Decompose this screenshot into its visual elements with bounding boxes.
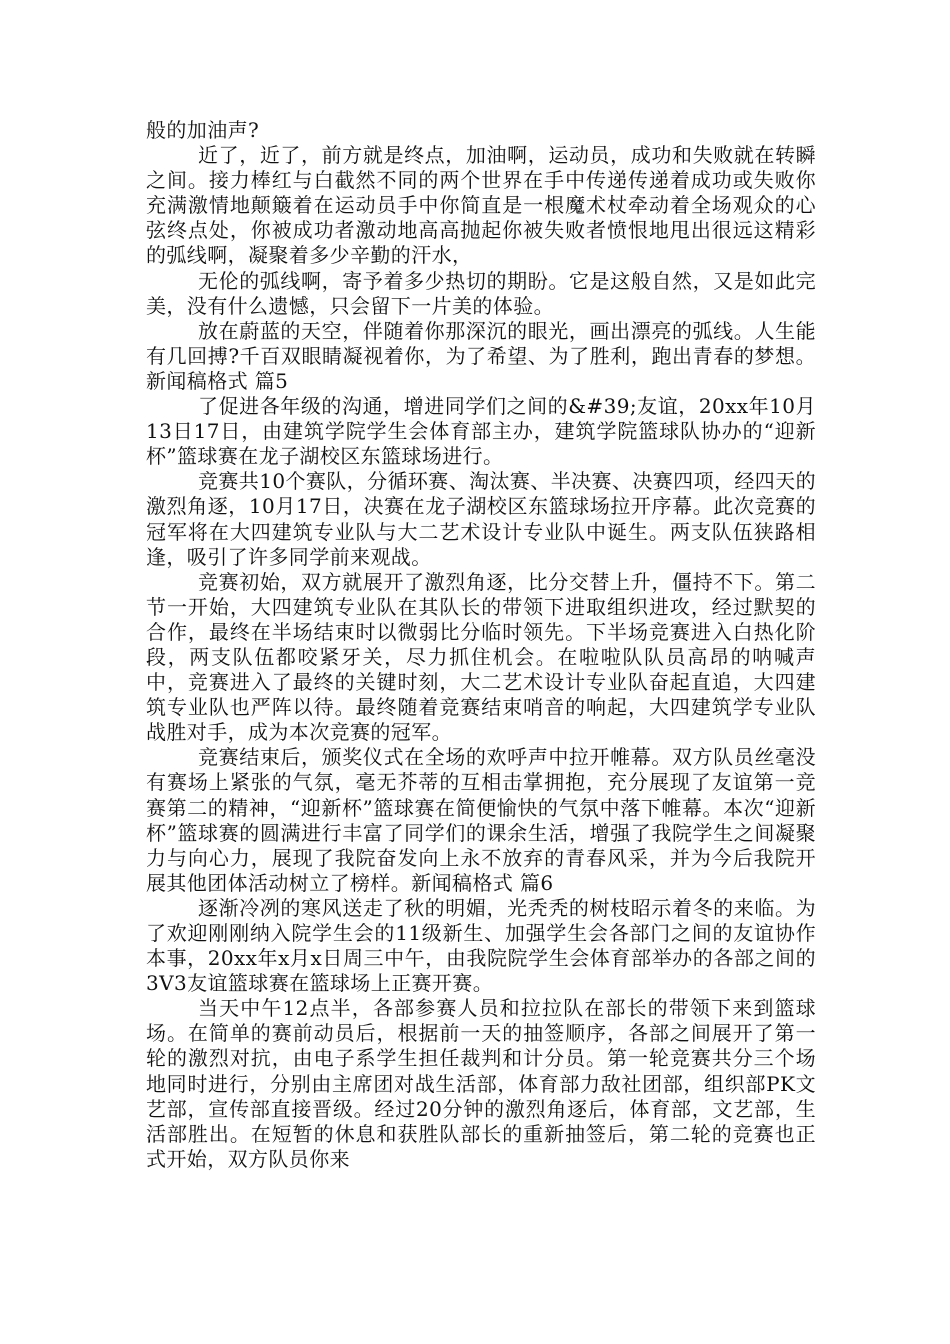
paragraph: 无伦的弧线啊，寄予着多少热切的期盼。它是这般自然，又是如此完美，没有什么遗憾，只会留下一片美的体验。 (146, 268, 816, 318)
paragraph: 竞赛结束后，颁奖仪式在全场的欢呼声中拉开帷幕。双方队员丝毫没有赛场上紧张的气氛，毫无芥蒂的互相击掌拥抱，充分展现了友谊第一竞赛第二的精神，“迎新杯”篮球赛在简便愉快的气氛中落下帷幕。本次“迎新杯”篮球赛的圆满进行丰富了同学们的课余生活，增强了我院学生之间凝聚力与向心力，展现了我院奋发向上永不放弃的青春风采，并为今后我院开展其他团体活动树立了榜样。新闻稿格式 篇6 (146, 745, 816, 895)
paragraph: 逐渐冷冽的寒风送走了秋的明媚，光秃秃的树枝昭示着冬的来临。为了欢迎刚刚纳入院学生会的11级新生、加强学生会各部门之间的友谊协作本事，20xx年x月x日周三中午，由我院院学生会体育部举办的各部之间的3V3友谊篮球赛在篮球场上正赛开赛。 (146, 895, 816, 996)
paragraph: 放在蔚蓝的天空，伴随着你那深沉的眼光，画出漂亮的弧线。人生能有几回搏?千百双眼睛凝视着你，为了希望、为了胜利，跑出青春的梦想。新闻稿格式 篇5 (146, 318, 816, 393)
paragraph: 竞赛共10个赛队，分循环赛、淘汰赛、半决赛、决赛四项，经四天的激烈角逐，10月17日，决赛在龙子湖校区东篮球场拉开序幕。此次竞赛的冠军将在大四建筑专业队与大二艺术设计专业队中诞生。两支队伍狭路相逢，吸引了许多同学前来观战。 (146, 469, 816, 569)
paragraph: 当天中午12点半，各部参赛人员和拉拉队在部长的带领下来到篮球场。在简单的赛前动员后，根据前一天的抽签顺序，各部之间展开了第一轮的激烈对抗，由电子系学生担任裁判和计分员。第一轮竞赛共分三个场地同时进行，分别由主席团对战生活部，体育部力敌社团部，组织部PK文艺部，宣传部直接晋级。经过20分钟的激烈角逐后，体育部，文艺部，生活部胜出。在短暂的休息和获胜队部长的重新抽签后，第二轮的竞赛也正式开始，双方队员你来 (146, 996, 816, 1171)
paragraph: 近了，近了，前方就是终点，加油啊，运动员，成功和失败就在转瞬之间。接力棒红与白截然不同的两个世界在手中传递传递着成功或失败你充满激情地颠簸着在运动员手中你简直是一根魔术杖牵动着全场观众的心弦终点处，你被成功者激动地高高抛起你被失败者愤恨地甩出很远这精彩的弧线啊，凝聚着多少辛勤的汗水， (146, 143, 816, 268)
paragraph: 竞赛初始，双方就展开了激烈角逐，比分交替上升，僵持不下。第二节一开始，大四建筑专业队在其队长的带领下进取组织进攻，经过默契的合作，最终在半场结束时以微弱比分临时领先。下半场竞赛进入白热化阶段，两支队伍都咬紧牙关，尽力抓住机会。在啦啦队队员高昂的呐喊声中，竞赛进入了最终的关键时刻，大二艺术设计专业队奋起直追，大四建筑专业队也严阵以待。最终随着竞赛结束哨音的响起，大四建筑学专业队战胜对手，成为本次竞赛的冠军。 (146, 569, 816, 745)
paragraph: 般的加油声? (146, 118, 260, 142)
article-body (146, 118, 816, 1172)
paragraph: 了促进各年级的沟通，增进同学们之间的&#39;友谊，20xx年10月13日17日，由建筑学院学生会体育部主办，建筑学院篮球队协办的“迎新杯”篮球赛在龙子湖校区东篮球场进行。 (146, 394, 816, 469)
